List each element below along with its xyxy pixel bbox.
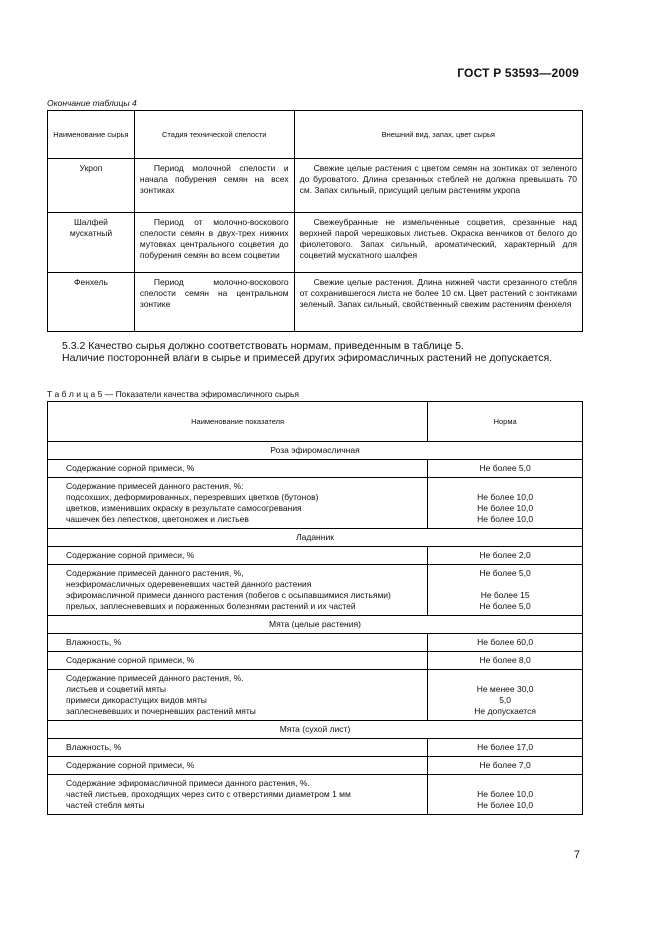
table4-cell-name: Шалфей мускатный (48, 213, 135, 273)
table5-indicator: Содержание примесей данного растения, %, (66, 568, 244, 578)
table4-cell-stage (134, 273, 294, 332)
table5-indicator: Влажность, % (48, 634, 428, 652)
table5-norm: Не допускается (474, 706, 536, 716)
table5-norm-group (428, 670, 583, 721)
table4-appearance-text: Свежие целые растения с цветом семян на зонтиках от зеленого до буроватого. Длина срезанных стеблей не должна превышать 70 см. Запах сильный, присущий целым растениям укропа (299, 163, 577, 195)
table5-section-title: Роза эфиромасличная (48, 442, 583, 460)
table5-indicator: Содержание сорной примеси, % (48, 757, 428, 775)
table5-section-title: Мята (целые растения) (48, 616, 583, 634)
table5-indicator: прелых, заплесневевших и пораженных болезнями растений и их частей (66, 601, 356, 611)
table5-norm: Не более 10,0 (477, 800, 534, 810)
table5-norm: Не более 10,0 (477, 503, 534, 513)
table5-norm: Не менее 30,0 (476, 684, 534, 694)
table5-norm: Не более 10,0 (477, 789, 534, 799)
table5-indicator: цветков, изменивших окраску в результате самосогревания (66, 503, 302, 513)
table5-section-row (48, 721, 583, 739)
table5-caption: Т а б л и ц а 5 — Показатели качества эфиромасличного сырья (47, 389, 299, 399)
paragraph-no-moisture: Наличие посторонней влаги в сырье и примесей других эфиромасличных растений не допускается. (62, 352, 553, 364)
table5-indicator-group (48, 478, 428, 529)
table5-norm: 5,0 (499, 695, 512, 705)
table5-indicator: Содержание эфиромасличной примеси данного растения, %. (66, 778, 310, 788)
table5-indicator-group (48, 775, 428, 815)
table5-indicator: Содержание сорной примеси, % (48, 547, 428, 565)
table-row (48, 670, 583, 721)
table4-cell-appearance (294, 273, 582, 332)
table5-norm: Не более 15 (480, 590, 530, 600)
table-row (48, 478, 583, 529)
table-row (48, 547, 583, 565)
table5-norm-group (428, 478, 583, 529)
table4-header-row (48, 111, 583, 159)
table4-stage-text: Период молочной спелости и начала побурения семян на всех зонтиках (139, 163, 289, 195)
table5-norm: Не более 60,0 (428, 634, 583, 652)
table4-appearance-text: Свежие целые растения. Длина нижней части срезанного стебля от сохранившегося листа не более 10 см. Цвет растений с зонтиками зеленый. Запах сильный, свойственный свежим растениям фенхеля (299, 277, 577, 309)
table5-norm: Не более 10,0 (477, 514, 534, 524)
table4-cell-appearance (294, 213, 582, 273)
table5-section-row (48, 616, 583, 634)
paragraph-5-3-2: 5.3.2 Качество сырья должно соответствовать нормам, приведенным в таблице 5. (62, 340, 464, 352)
table4-cell-stage (134, 213, 294, 273)
table-row (48, 652, 583, 670)
table4-cell-name: Фенхель (48, 273, 135, 332)
table5 (47, 401, 583, 815)
table4-header-appearance: Внешний вид, запах, цвет сырья (294, 111, 582, 159)
table4-stage-text: Период молочно-воскового спелости семян на центральном зонтике (139, 277, 289, 309)
table-row (48, 159, 583, 213)
table5-indicator-group (48, 670, 428, 721)
table4-header-stage: Стадия технической спелости (134, 111, 294, 159)
table5-section-row (48, 529, 583, 547)
table5-indicator: частей стебля мяты (66, 800, 145, 810)
table4-cell-appearance (294, 159, 582, 213)
table5-norm: Не более 10,0 (477, 492, 534, 502)
table4-caption: Окончание таблицы 4 (47, 98, 137, 108)
table-row (48, 213, 583, 273)
table4-stage-text: Период от молочно-воскового спелости семян в двух-трех нижних мутовках центрального соцветия до побурения семян во всем соцветии (139, 217, 289, 260)
table5-norm: Не более 7,0 (428, 757, 583, 775)
table5-norm-group (428, 775, 583, 815)
table5-indicator: неэфиромасличных одеревеневших частей данного растения (66, 579, 312, 589)
table5-section-title: Мята (сухой лист) (48, 721, 583, 739)
table5-indicator: примеси дикорастущих видов мяты (66, 695, 207, 705)
table5-norm: Не более 5,0 (479, 601, 531, 611)
table5-section-title: Ладанник (48, 529, 583, 547)
table5-indicator: Содержание примесей данного растения, %. (66, 673, 244, 683)
table5-norm-group (428, 565, 583, 616)
table4-cell-stage (134, 159, 294, 213)
table5-norm: Не более 17,0 (428, 739, 583, 757)
table5-indicator: чашечек без лепестков, цветоножек и листьев (66, 514, 249, 524)
table5-header-indicator: Наименование показателя (48, 402, 428, 442)
table5-indicator: Содержание примесей данного растения, %: (66, 481, 244, 491)
table4-appearance-text: Свежеубранные не измельченные соцветия, срезанные над верхней парой черешковых листьев. Окраска венчиков от белого до фиолетового. Запах сильный, ароматический, характерный для соцветий мускатного шалфея (299, 217, 577, 260)
table5-section-row (48, 442, 583, 460)
page-number: 7 (573, 849, 580, 861)
table5-indicator: Содержание сорной примеси, % (48, 652, 428, 670)
table5-indicator: эфиромасличной примеси данного растения (побегов с осыпавшимися листьями) (66, 590, 391, 600)
table5-indicator: заплесневевших и почерневших растений мяты (66, 706, 256, 716)
table5-norm: Не более 8,0 (428, 652, 583, 670)
table4-cell-name: Укроп (48, 159, 135, 213)
table5-indicator: подсохших, деформированных, перезревших цветков (бутонов) (66, 492, 319, 502)
table5-norm: Не более 5,0 (479, 568, 531, 578)
table-row (48, 460, 583, 478)
table5-header-row (48, 402, 583, 442)
table5-indicator: листьев и соцветий мяты (66, 684, 166, 694)
table5-indicator-group (48, 565, 428, 616)
table-row (48, 775, 583, 815)
table-row (48, 739, 583, 757)
table5-norm: Не более 2,0 (428, 547, 583, 565)
table5-indicator: частей листьев, проходящих через сито с отверстиями диаметром 1 мм (66, 789, 351, 799)
table5-norm: Не более 5,0 (428, 460, 583, 478)
table-row (48, 757, 583, 775)
table4-header-name: Наименование сырья (48, 111, 135, 159)
table5-header-norm: Норма (428, 402, 583, 442)
table-row (48, 634, 583, 652)
table-row (48, 273, 583, 332)
table5-norm-spacer (432, 579, 578, 590)
table-row (48, 565, 583, 616)
document-standard-number: ГОСТ Р 53593—2009 (457, 66, 579, 80)
table5-indicator: Влажность, % (48, 739, 428, 757)
table5-indicator: Содержание сорной примеси, % (48, 460, 428, 478)
table4 (47, 110, 583, 332)
